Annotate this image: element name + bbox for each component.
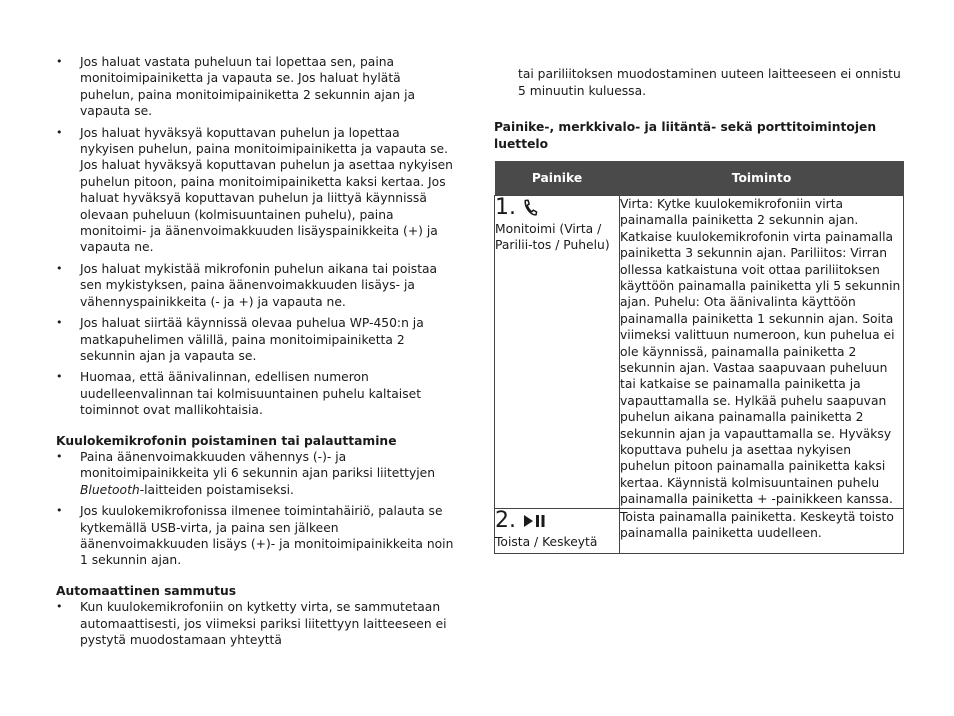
continued-text: tai pariliitoksen muodostaminen uuteen laitteeseen ei onnistu 5 minuutin kuluessa.: [518, 67, 901, 98]
list-item: • Kun kuulokemikrofoniin on kytketty virta, se sammutetaan automaattisesti, jos viimeksi pariksi liitettyyn laitteeseen ei pystytä muodostamaan yhteyttä: [56, 599, 456, 648]
list-item-text: Paina äänenvoimakkuuden vähennys (-)- ja monitoimipainikkeita yli 6 sekunnin ajan pariksi liitettyjen: [80, 449, 436, 481]
button-cell: [495, 508, 620, 553]
list-item: • Jos haluat mykistää mikrofonin puhelun aikana tai poistaa sen mykistyksen, paina äänenvoimakkuuden lisäys- ja vähennyspainikkeita (- ja +) ja vapauta ne.: [56, 261, 456, 310]
column-header-function: Toiminto: [620, 161, 904, 196]
button-label: Toista / Keskeytä: [495, 534, 598, 549]
phone-icon: [522, 199, 538, 217]
bluetooth-term: Bluetooth: [80, 482, 140, 497]
table-header-row: [495, 161, 904, 196]
list-item: [56, 449, 456, 498]
left-column: [56, 54, 456, 653]
right-column: [494, 54, 904, 554]
list-item: • Jos kuulokemikrofonissa ilmenee toimintahäiriö, palauta se kytkemällä USB-virta, ja paina sen jälkeen äänenvoimakkuuden lisäys (+)- ja monitoimipainikkeita noin 1 sekunnin ajan.: [56, 503, 456, 569]
play-pause-icon: [522, 513, 546, 529]
column-header-button: Painike: [495, 161, 620, 196]
list-item: • Jos haluat siirtää käynnissä olevaa puhelua WP-450:n ja matkapuhelimen välillä, paina monitoimipainiketta 2 sekunnin ajan ja vapauta se.: [56, 315, 456, 364]
table-row: [495, 508, 904, 553]
reset-bullet-list: [56, 449, 456, 569]
list-item-text: -laitteiden poistamiseksi.: [139, 482, 294, 497]
list-item: • Huomaa, että äänivalinnan, edellisen numeron uudelleenvalinnan tai kolmisuuntainen puhelu kaltaiset toiminnot ovat mallikohtaisia.: [56, 369, 456, 418]
button-number: 2.: [495, 507, 516, 533]
call-bullet-list: [56, 54, 456, 419]
auto-off-section: [56, 583, 456, 649]
button-number-line: [495, 509, 619, 533]
button-label: Monitoimi (Virta / Parilii-tos / Puhelu): [495, 221, 610, 253]
function-description: Virta: Kytke kuulokemikrofoniin virta painamalla painiketta 2 sekunnin ajan. Katkaise kuulokemikrofonin virta painamalla painiketta 3 sekunnin ajan. Pariliitos: Virran ollessa katkaistuna voit ottaa pariliitoksen käyttöön painamalla painiketta yli 5 sekunnin ajan. Puhelu: Ota äänivalinta käyttöön painamalla painiketta 1 sekunnin ajan. Soita viimeksi valittuun numeroon, kun puhelua ei ole käynnissä, painamalla painiketta 2 sekunnin ajan. Vastaa saapuvaan puheluun tai katkaise se painamalla painiketta ja vapauttamalla se. Hylkää puhelu saapuvan puhelun aikana painamalla painiketta 2 sekunnin ajan ja vapauttamalla se. Hyväksy koputtava puhelu ja asettaa nykyisen puhelun pitoon painamalla painiketta kaksi kertaa. Käynnistä kolmisuuntainen puhelu painamalla painiketta + -painikkeen kanssa.: [620, 195, 904, 508]
section-heading: Automaattinen sammutus: [56, 583, 237, 598]
table-row: [495, 195, 904, 508]
reset-section: [56, 433, 456, 569]
function-description: Toista painamalla painiketta. Keskeytä toisto painamalla painiketta uudelleen.: [620, 508, 904, 553]
list-item: • Jos haluat hyväksyä koputtavan puhelun ja lopettaa nykyisen puhelun, paina monitoimipainiketta ja vapauta se. Jos haluat hyväksyä koputtavan puhelun ja asettaa nykyisen puhelun pitoon, paina monitoimipainiketta kaksi kertaa. Jos haluat hyväksyä koputtavan puhelun ja liittyä käynnissä olevaan puheluun (kolmisuuntainen puhelu), paina monitoimi- ja äänenvoimakkuuden lisäyspainikkeita (+) ja vapauta ne.: [56, 125, 456, 256]
button-number: 1.: [495, 194, 516, 220]
button-number-line: [495, 196, 619, 220]
button-cell: [495, 195, 620, 508]
function-table: [494, 161, 904, 554]
table-heading: Painike-, merkkivalo- ja liitäntä- sekä porttitoimintojen luettelo: [494, 120, 877, 151]
section-heading: Kuulokemikrofonin poistaminen tai palauttamine: [56, 433, 397, 448]
list-item: • Jos haluat vastata puheluun tai lopettaa sen, paina monitoimipainiketta ja vapauta se. Jos haluat hylätä puhelun, paina monitoimipainiketta 2 sekunnin ajan ja vapauta se.: [56, 54, 456, 120]
auto-off-bullet-list: [56, 599, 456, 648]
